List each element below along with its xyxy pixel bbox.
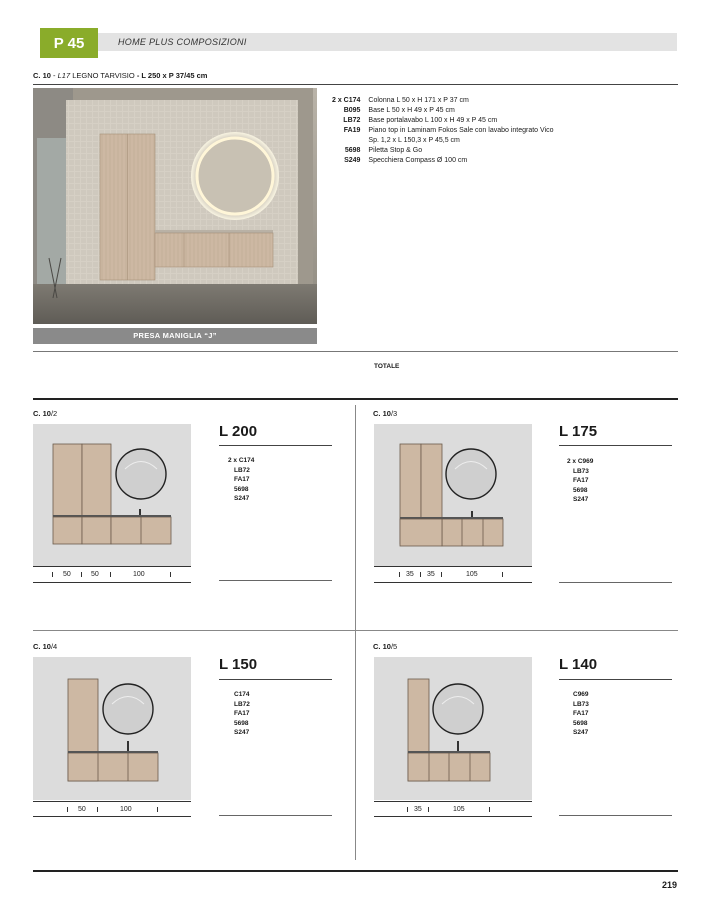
variant-item: 5698 bbox=[573, 719, 588, 727]
component-row bbox=[332, 96, 554, 106]
component-code: 2 x C174 bbox=[332, 97, 361, 104]
component-code bbox=[332, 136, 368, 146]
dimension-value: 105 bbox=[453, 806, 465, 813]
component-row bbox=[332, 116, 554, 126]
variant-drawing bbox=[33, 424, 191, 566]
totale-label: TOTALE bbox=[374, 363, 400, 370]
variant-code: C. 10 bbox=[373, 409, 391, 418]
component-desc: Piano top in Laminam Fokos Sale con lavabo integrato Vico bbox=[368, 127, 554, 134]
price-rule bbox=[219, 815, 332, 816]
dimension-value: 100 bbox=[133, 571, 145, 578]
grid-horizontal-divider bbox=[33, 630, 678, 631]
component-row bbox=[332, 146, 554, 156]
variant-item: FA17 bbox=[234, 476, 250, 483]
page-badge: P 45 bbox=[40, 28, 98, 58]
grid-vertical-divider bbox=[355, 405, 356, 860]
component-desc: Piletta Stop & Go bbox=[368, 147, 423, 154]
size-rule bbox=[219, 679, 332, 680]
variant-size: L 140 bbox=[559, 656, 598, 673]
variant-item: FA17 bbox=[573, 477, 589, 484]
component-row bbox=[332, 126, 554, 136]
component-code: B095 bbox=[343, 107, 361, 114]
variant-item: LB73 bbox=[573, 467, 589, 475]
dimension-bar bbox=[33, 566, 191, 583]
variant-drawing bbox=[374, 657, 532, 800]
variant-label bbox=[33, 409, 57, 418]
size-rule bbox=[559, 445, 672, 446]
variant-drawing bbox=[374, 424, 532, 566]
variant-item: S247 bbox=[234, 495, 250, 502]
variant-item: 2 x C174 bbox=[228, 457, 255, 464]
component-desc: Specchiera Compass Ø 100 cm bbox=[368, 157, 468, 164]
variant-item: 5698 bbox=[573, 486, 588, 494]
size-rule bbox=[219, 445, 332, 446]
component-code: FA19 bbox=[343, 127, 361, 134]
variant-items bbox=[234, 690, 250, 738]
dimension-value: 35 bbox=[427, 571, 435, 578]
variant-item: 2 x C969 bbox=[567, 458, 594, 465]
composition-code: C. 10 bbox=[33, 71, 51, 80]
variant-item: LB72 bbox=[234, 466, 250, 474]
variant-item: C969 bbox=[573, 691, 589, 698]
totale-top-rule bbox=[33, 351, 678, 352]
dimension-bar bbox=[374, 566, 532, 583]
composition-dims: - L 250 x P 37/45 cm bbox=[136, 71, 208, 80]
component-row bbox=[332, 136, 554, 146]
variant-code: C. 10 bbox=[373, 642, 391, 651]
dimension-value: 50 bbox=[78, 806, 86, 813]
variant-item: S247 bbox=[573, 729, 589, 736]
variant-item: LB72 bbox=[234, 700, 250, 708]
dimension-bar bbox=[374, 801, 532, 817]
dimension-value: 100 bbox=[120, 806, 132, 813]
section-rule bbox=[33, 398, 678, 400]
header-title: HOME PLUS COMPOSIZIONI bbox=[118, 37, 247, 47]
composition-title bbox=[33, 71, 207, 80]
variant-size: L 150 bbox=[219, 656, 258, 673]
component-code: S249 bbox=[344, 157, 361, 164]
variant-item: FA17 bbox=[234, 710, 250, 717]
variant-item: LB73 bbox=[573, 700, 589, 708]
variant-label bbox=[33, 642, 57, 651]
page-number: 219 bbox=[661, 880, 677, 890]
variant-code: C. 10 bbox=[33, 642, 51, 651]
component-desc: Sp. 1,2 x L 150,3 x P 45,5 cm bbox=[368, 137, 460, 144]
component-code: LB72 bbox=[343, 117, 361, 124]
variant-size: L 200 bbox=[219, 423, 258, 440]
component-desc: Base L 50 x H 49 x P 45 cm bbox=[368, 107, 455, 114]
price-rule bbox=[559, 582, 672, 583]
finish-name: LEGNO TARVISIO bbox=[70, 71, 137, 80]
component-code: 5698 bbox=[344, 147, 361, 154]
dimension-value: 35 bbox=[406, 571, 414, 578]
photo-caption: PRESA MANIGLIA “J” bbox=[33, 328, 317, 344]
variant-label bbox=[373, 409, 397, 418]
components-list bbox=[332, 96, 554, 166]
dimension-value: 105 bbox=[466, 571, 478, 578]
variant-items bbox=[573, 690, 589, 738]
variant-sub: /4 bbox=[50, 642, 58, 651]
dimension-value: 50 bbox=[63, 571, 71, 578]
component-desc: Colonna L 50 x H 171 x P 37 cm bbox=[368, 97, 469, 104]
title-rule bbox=[33, 84, 678, 85]
variant-items bbox=[567, 457, 593, 505]
variant-sub: /3 bbox=[390, 409, 398, 418]
bathroom-photo bbox=[33, 88, 317, 324]
variant-label bbox=[373, 642, 397, 651]
composition-sep: - bbox=[50, 71, 58, 80]
variant-item: S247 bbox=[234, 729, 250, 736]
component-row bbox=[332, 106, 554, 116]
size-rule bbox=[559, 679, 672, 680]
price-rule bbox=[559, 815, 672, 816]
footer-rule bbox=[33, 870, 678, 872]
variant-items bbox=[228, 456, 254, 504]
variant-sub: /5 bbox=[390, 642, 398, 651]
dimension-value: 50 bbox=[91, 571, 99, 578]
variant-drawing bbox=[33, 657, 191, 800]
variant-item: C174 bbox=[234, 691, 250, 698]
variant-item: FA17 bbox=[573, 710, 589, 717]
dimension-bar bbox=[33, 801, 191, 817]
component-desc: Base portalavabo L 100 x H 49 x P 45 cm bbox=[368, 117, 498, 124]
variant-item: S247 bbox=[573, 496, 589, 503]
variant-item: 5698 bbox=[234, 485, 249, 493]
variant-code: C. 10 bbox=[33, 409, 51, 418]
component-row bbox=[332, 156, 554, 166]
price-rule bbox=[219, 580, 332, 581]
variant-sub: /2 bbox=[50, 409, 58, 418]
finish-code: L17 bbox=[57, 71, 71, 80]
dimension-value: 35 bbox=[414, 806, 422, 813]
variant-size: L 175 bbox=[559, 423, 598, 440]
variant-item: 5698 bbox=[234, 719, 249, 727]
